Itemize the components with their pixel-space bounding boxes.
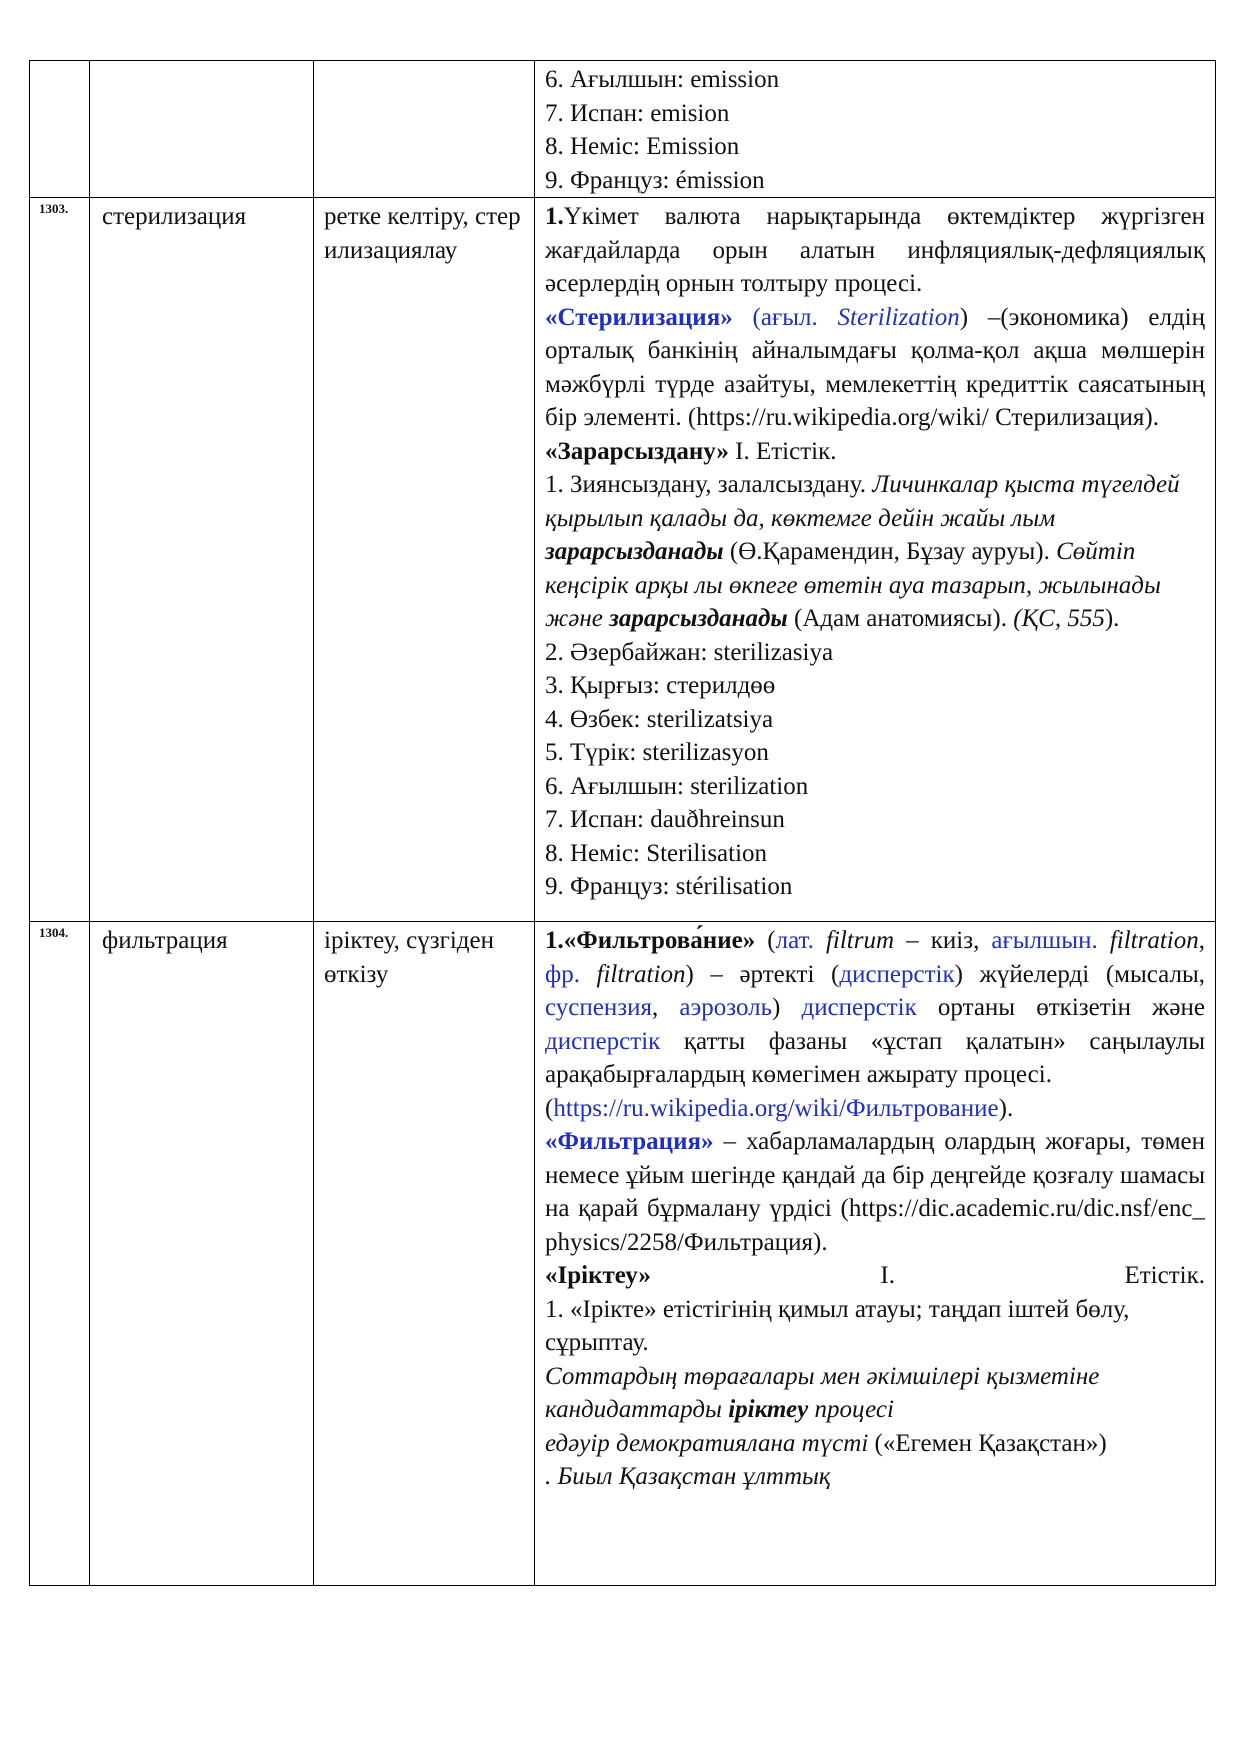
entry-term: фильтрация	[102, 927, 228, 954]
number-cell	[30, 61, 90, 198]
language-equivalent: 8. Неміс: Sterilisation	[545, 839, 768, 867]
language-equivalent: 6. Ағылшын: emission	[545, 66, 780, 93]
table-row	[30, 922, 1216, 1586]
entry-translation: ретке келтіру, стерилизациялау	[324, 203, 521, 264]
language-equivalent: 7. Испан: emision	[545, 99, 730, 127]
definition-2: «Фильтрация» – хабарламалардың олардың жоғары, төмен немесе ұйым шегінде қандай да бір деңгейде қозғалу шамасына қарай бұрмалану үрдісі (https://dic.academic.ru/dic.nsf/enc_physics/2258/Фильтрация).	[545, 1128, 1205, 1256]
language-equivalent: 4. Өзбек: sterilizatsiya	[545, 705, 774, 733]
definition-1: 1.Үкімет валюта нарықтарында өктемдіктер жүргізген жағдайларда орын алатын инфляциялық-дефляциялық әсерлердің орнын толтыру процесі.	[545, 203, 1205, 297]
term-cell	[90, 198, 314, 922]
number-cell	[30, 198, 90, 922]
link[interactable]: лат.	[775, 927, 814, 954]
link[interactable]: дисперстік	[839, 960, 955, 988]
source-link-line: (https://ru.wikipedia.org/wiki/Фильтрование).	[545, 1094, 1014, 1122]
link[interactable]: дисперстік	[801, 994, 917, 1021]
language-equivalent: 8. Неміс: Emission	[545, 133, 740, 160]
translation-cell	[314, 198, 535, 922]
entry-term: стерилизация	[102, 203, 247, 230]
definition-3-example: . Биыл Қазақстан ұлттық	[545, 1463, 831, 1490]
table-row	[30, 198, 1216, 922]
definition-1: 1.«Фильтрова́ние» (лат. filtrum – киіз, ағылшын. filtration, фр. filtration) – әртекті (дисперстік) жүйелерді (мысалы, суспензия, аэрозоль) дисперстік ортаны өткізетін және дисперстік қатты фазаны «ұстап қалатын» саңылаулы арақабырғалардың көмегімен ажырату процесі.	[545, 927, 1205, 1088]
language-equivalent: 9. Француз: stérilisation	[545, 873, 793, 900]
translation-cell	[314, 922, 535, 1586]
definition-3-sense: 1. Зиянсыздану, залалсыздану. Личинкалар қыста түгелдей қырылып қалады да, көктемге дейін жайы лым зарарсызданады (Ө.Қарамендин, Бұзау ауруы). Сөйтіп кеңсірік арқы лы өкпеге өтетін ауа тазарып, жылынады және зарарсызданады (Адам анатомиясы). (ҚС, 555).	[545, 471, 1180, 632]
translation-cell	[314, 61, 535, 198]
entry-number: 1304.	[39, 925, 69, 940]
definition-3-sense: 1. «Іріктe» етістігінің қимыл атауы; таңдап іштей бөлу, сұрыптау.	[545, 1295, 1130, 1356]
language-equivalent: 6. Ағылшын: sterilization	[545, 772, 809, 800]
language-equivalent: 2. Әзербайжан: sterilizasiya	[545, 638, 834, 666]
link[interactable]: ағылшын.	[991, 927, 1098, 954]
term-cell	[90, 922, 314, 1586]
number-cell	[30, 922, 90, 1586]
definition-3-example: Соттардың төрағалары мен әкімшілері қызметіне кандидаттарды іріктеу процесі	[545, 1362, 1100, 1423]
link[interactable]: суспензия	[545, 994, 652, 1021]
definition-2: «Стерилизация» (ағыл. Sterilization) –(экономика) елдің орталық банкінің айналымдағы қолма-қол ақша мөлшерін мәжбүрлі түрде азайтуы, мемлекеттің кредиттік саясатының бір элементі. (https://ru.wikipedia.org/wiki/ Стерилизация).	[545, 303, 1206, 431]
link[interactable]: аэрозоль	[679, 994, 772, 1021]
entry-number: 1303.	[39, 201, 69, 216]
table-row	[30, 61, 1216, 198]
term-cell	[90, 61, 314, 198]
definition-cell	[535, 61, 1216, 198]
language-equivalent: 3. Қырғыз: стерилдөө	[545, 672, 776, 699]
definition-cell	[535, 198, 1216, 922]
link[interactable]: фр.	[545, 960, 580, 988]
definition-3: «Зарарсыздану» І. Етістік.	[545, 437, 837, 465]
dictionary-table	[29, 60, 1216, 1586]
definition-3-example: едәуір демократиялана түсті («Егемен Қазақстан»)	[545, 1429, 1107, 1457]
source-link[interactable]: https://ru.wikipedia.org/wiki/Фильтрование	[553, 1094, 999, 1122]
link[interactable]: дисперстік	[545, 1027, 661, 1055]
entry-translation: іріктеу, сүзгіден өткізу	[324, 927, 494, 988]
definition-cell	[535, 922, 1216, 1586]
language-equivalent: 5. Түрік: sterilizasyon	[545, 739, 769, 766]
language-equivalent: 7. Испан: dauðhreinsun	[545, 806, 785, 833]
language-equivalent: 9. Француз: émission	[545, 166, 765, 194]
definition-3: «Іріктеу» І. Етістік.	[545, 1262, 1205, 1289]
